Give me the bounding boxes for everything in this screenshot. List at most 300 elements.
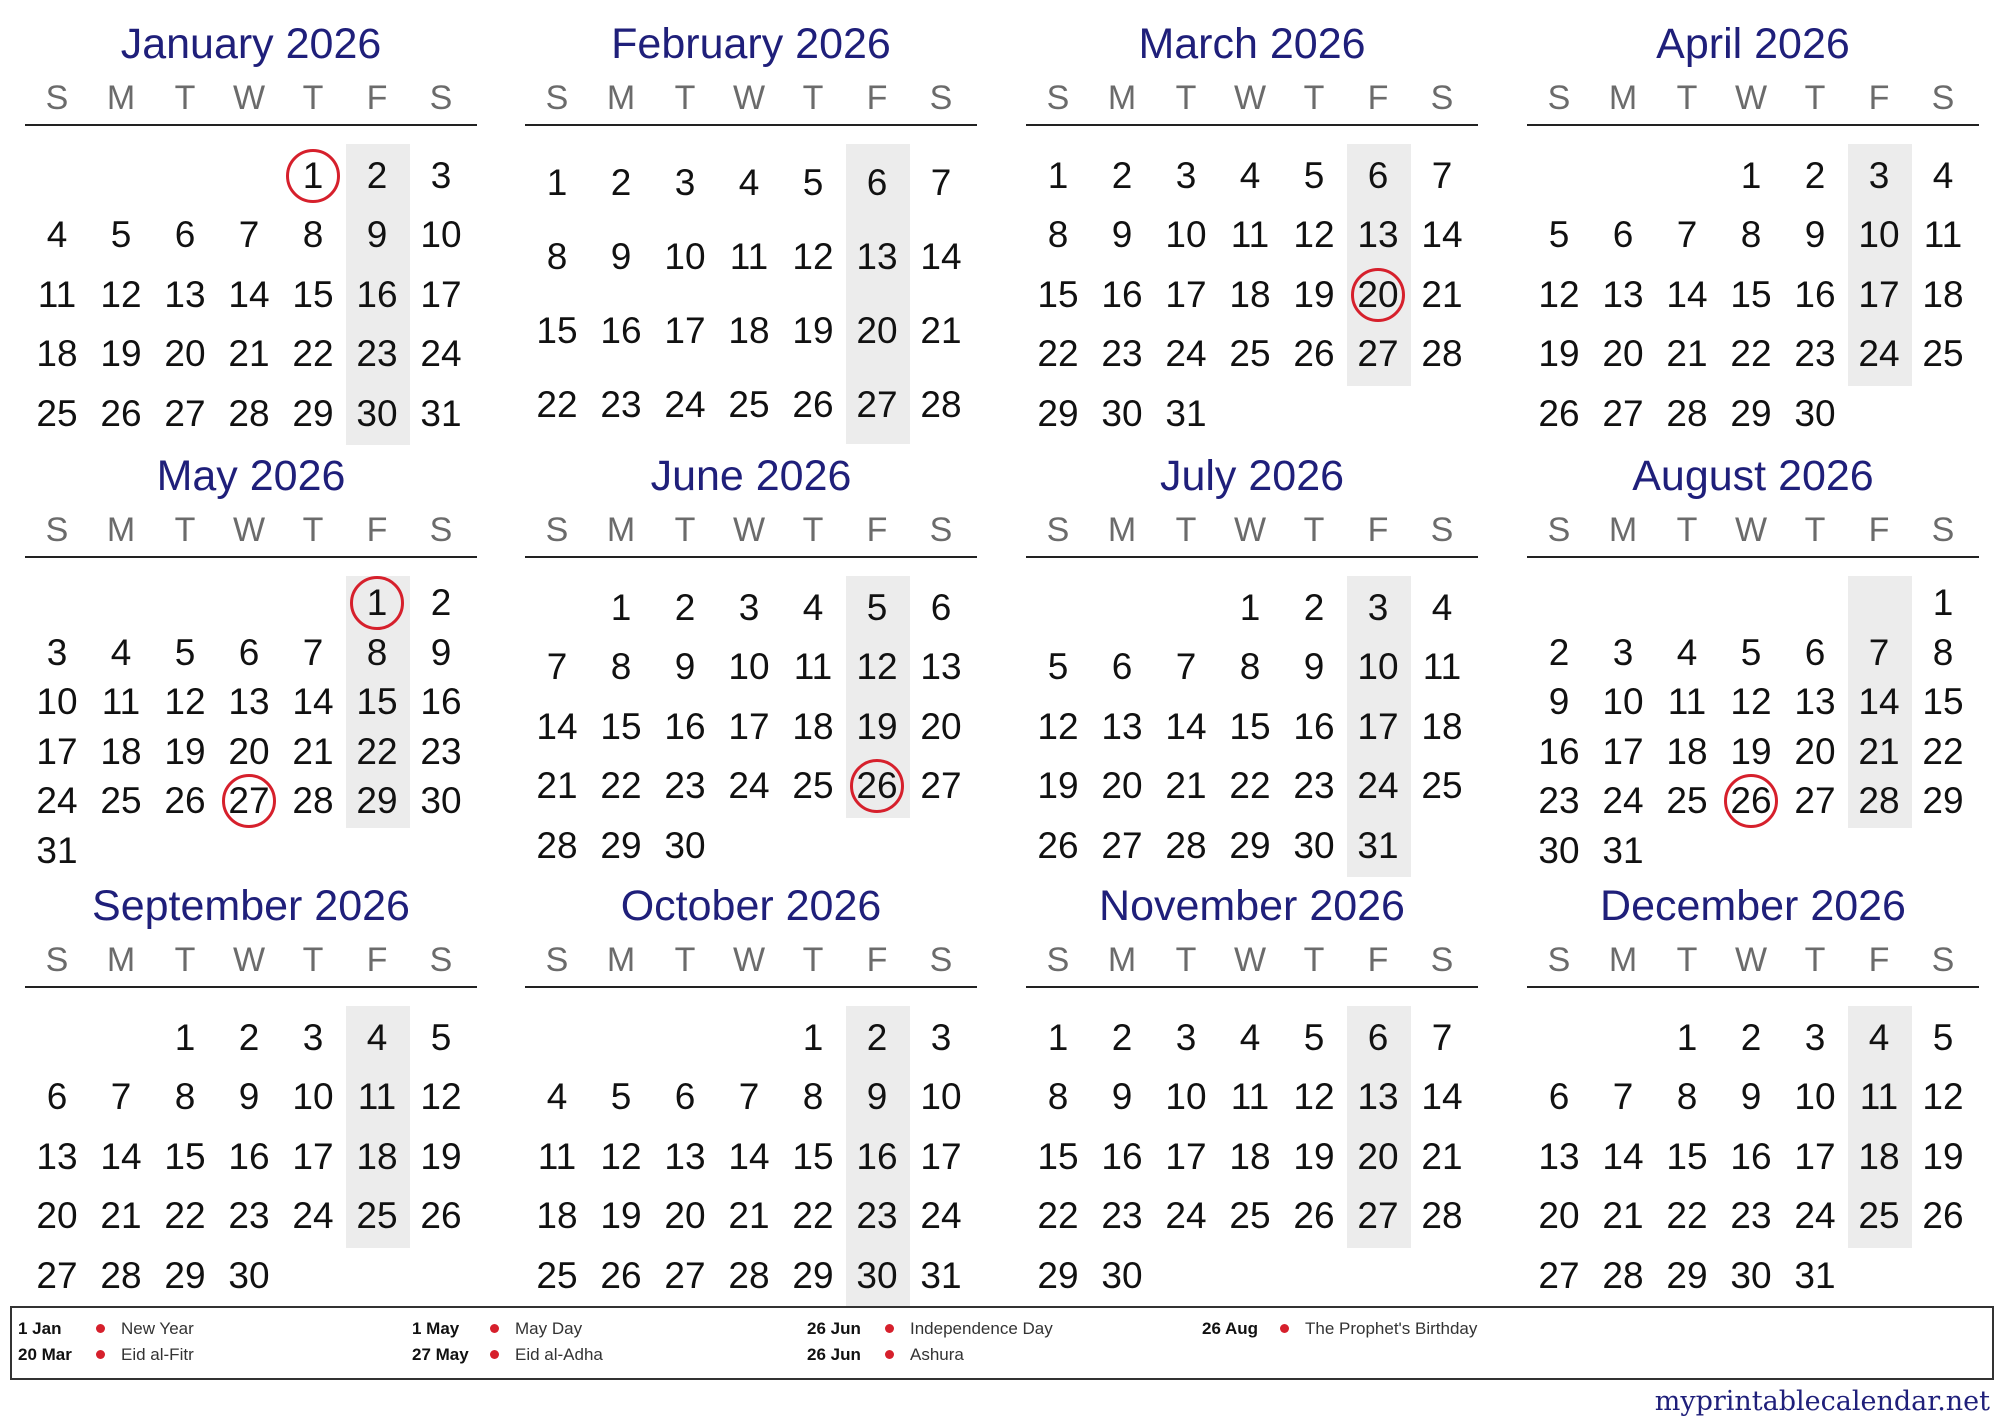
weekday-header xyxy=(525,504,977,558)
calendar-day: 20 xyxy=(1538,1195,1580,1237)
weekday-label: T xyxy=(174,941,196,979)
calendar-day: 5 xyxy=(174,631,196,673)
calendar-day: 6 xyxy=(1804,631,1826,673)
weekday-label: F xyxy=(1868,79,1890,117)
legend-holiday-name: New Year xyxy=(121,1319,194,1338)
weekday-label: S xyxy=(1046,511,1070,549)
calendar-day: 21 xyxy=(920,310,962,352)
weekday-label: W xyxy=(732,941,766,979)
weekday-label: S xyxy=(929,941,953,979)
calendar-day: 31 xyxy=(920,1254,962,1296)
calendar-day: 15 xyxy=(1037,1135,1079,1177)
legend-date: 1 Jan xyxy=(18,1319,62,1338)
calendar-day: 23 xyxy=(228,1195,270,1237)
calendar-day: 20 xyxy=(1602,333,1644,375)
calendar-day: 18 xyxy=(1229,1135,1271,1177)
calendar-day: 19 xyxy=(1037,765,1079,807)
month-title: November 2026 xyxy=(1099,882,1405,930)
calendar-day: 28 xyxy=(728,1254,770,1296)
weekday-label: S xyxy=(1046,79,1070,117)
calendar-day: 17 xyxy=(1858,273,1900,315)
calendar-day: 4 xyxy=(46,214,68,256)
calendar-day: 20 xyxy=(856,310,898,352)
calendar-day: 1 xyxy=(1676,1017,1698,1058)
weekday-label: T xyxy=(1804,79,1826,117)
calendar-day: 14 xyxy=(1666,273,1708,315)
month-title: June 2026 xyxy=(650,452,852,500)
calendar-day: 18 xyxy=(356,1135,398,1177)
calendar-day: 2 xyxy=(1548,631,1570,673)
weekday-label: M xyxy=(606,511,636,549)
calendar-day: 21 xyxy=(1602,1195,1644,1237)
calendar-day: 3 xyxy=(738,587,760,628)
weekday-header xyxy=(1026,504,1478,558)
calendar-day: 14 xyxy=(1602,1135,1644,1177)
weekday-header xyxy=(1527,934,1979,988)
calendar-day: 17 xyxy=(292,1135,334,1177)
calendar-day: 5 xyxy=(1932,1017,1954,1058)
calendar-day: 16 xyxy=(1293,705,1335,747)
calendar-day: 19 xyxy=(1293,273,1335,315)
calendar-day: 28 xyxy=(292,780,334,822)
weekday-label: W xyxy=(1734,941,1768,979)
calendar-day: 8 xyxy=(610,646,632,688)
weekday-label: T xyxy=(1175,511,1197,549)
calendar-day: 17 xyxy=(1357,705,1399,747)
weekday-label: F xyxy=(866,941,888,979)
weekday-label: S xyxy=(1430,511,1454,549)
weekday-label: S xyxy=(929,79,953,117)
calendar-day: 24 xyxy=(1165,333,1207,375)
calendar-day: 22 xyxy=(356,730,398,772)
calendar-day: 13 xyxy=(1794,681,1836,723)
calendar-day: 3 xyxy=(46,631,68,673)
calendar-day: 23 xyxy=(664,765,706,807)
weekday-label: S xyxy=(45,511,69,549)
calendar-day: 4 xyxy=(802,587,824,628)
calendar-day: 28 xyxy=(536,824,578,866)
calendar-day: 28 xyxy=(228,392,270,434)
weekday-label: M xyxy=(606,941,636,979)
calendar-day: 21 xyxy=(228,333,270,375)
calendar-day: 22 xyxy=(1730,333,1772,375)
calendar-day: 5 xyxy=(1303,1017,1325,1058)
calendar-day: 29 xyxy=(164,1254,206,1296)
weekday-label: S xyxy=(1547,79,1571,117)
calendar-day: 21 xyxy=(1858,730,1900,772)
holiday-date: 26 xyxy=(845,756,909,815)
calendar-day: 24 xyxy=(292,1195,334,1237)
legend-holiday-name: May Day xyxy=(515,1319,583,1338)
calendar-day: 23 xyxy=(1101,1195,1143,1237)
calendar-day: 21 xyxy=(292,730,334,772)
calendar-day: 7 xyxy=(1612,1076,1634,1118)
calendar-day: 30 xyxy=(856,1254,898,1296)
calendar-day: 21 xyxy=(1421,273,1463,315)
calendar-day: 26 xyxy=(600,1254,642,1296)
weekday-label: M xyxy=(106,941,136,979)
calendar-day: 13 xyxy=(920,646,962,688)
calendar-day: 2 xyxy=(1804,155,1826,196)
calendar-day: 4 xyxy=(1676,631,1698,673)
calendar-day: 7 xyxy=(1868,631,1890,673)
calendar-day: 11 xyxy=(1422,646,1462,688)
calendar-day: 14 xyxy=(1421,214,1463,256)
weekday-label: T xyxy=(674,511,696,549)
calendar-day: 15 xyxy=(1229,705,1271,747)
calendar-day: 8 xyxy=(302,214,324,256)
calendar-day: 18 xyxy=(1229,273,1271,315)
calendar-day: 17 xyxy=(420,273,462,315)
calendar-day: 8 xyxy=(1932,631,1954,673)
calendar-day: 17 xyxy=(1165,273,1207,315)
month-october xyxy=(525,876,977,1296)
calendar-day: 3 xyxy=(1175,1017,1197,1058)
calendar-day: 14 xyxy=(536,705,578,747)
weekday-label: F xyxy=(1868,511,1890,549)
calendar-day: 11 xyxy=(793,646,833,688)
calendar-day: 7 xyxy=(930,162,952,203)
calendar-day: 8 xyxy=(1740,214,1762,256)
calendar-day: 10 xyxy=(1602,681,1644,723)
month-title: March 2026 xyxy=(1138,20,1366,68)
month-august xyxy=(1527,446,1979,871)
weekday-label: M xyxy=(606,79,636,117)
weekday-header xyxy=(525,934,977,988)
calendar-day: 6 xyxy=(866,162,888,203)
calendar-day: 17 xyxy=(728,705,770,747)
calendar-day: 3 xyxy=(674,162,696,203)
calendar-day: 29 xyxy=(356,780,398,822)
calendar-day: 23 xyxy=(420,730,462,772)
calendar-day: 8 xyxy=(1047,1076,1069,1118)
calendar-day: 4 xyxy=(1431,587,1453,628)
legend-item xyxy=(412,1316,603,1342)
calendar-day: 8 xyxy=(366,631,388,673)
weekday-header xyxy=(1527,72,1979,126)
legend-item xyxy=(412,1342,603,1368)
calendar-day: 11 xyxy=(1230,1076,1270,1118)
calendar-day: 19 xyxy=(856,705,898,747)
calendar-day: 13 xyxy=(228,681,270,723)
calendar-day: 11 xyxy=(357,1076,397,1118)
calendar-day: 22 xyxy=(1037,1195,1079,1237)
calendar-day: 27 xyxy=(664,1254,706,1296)
holiday-date: 26 xyxy=(1719,776,1783,826)
weekday-label: S xyxy=(45,79,69,117)
weekday-label: F xyxy=(866,511,888,549)
weekday-label: S xyxy=(545,941,569,979)
calendar-day: 14 xyxy=(100,1135,142,1177)
calendar-day: 26 xyxy=(100,392,142,434)
calendar-day: 20 xyxy=(664,1195,706,1237)
calendar-day: 18 xyxy=(1922,273,1964,315)
calendar-day: 24 xyxy=(1794,1195,1836,1237)
calendar-day: 27 xyxy=(1538,1254,1580,1296)
calendar-day: 1 xyxy=(610,587,632,628)
calendar-day: 16 xyxy=(664,705,706,747)
calendar-day: 21 xyxy=(536,765,578,807)
legend-item xyxy=(1202,1316,1477,1342)
calendar-day: 28 xyxy=(1421,1195,1463,1237)
calendar-day: 16 xyxy=(228,1135,270,1177)
calendar-day: 12 xyxy=(100,273,142,315)
weekday-label: W xyxy=(1734,79,1768,117)
calendar-day: 10 xyxy=(420,214,462,256)
weekday-label: F xyxy=(1367,511,1389,549)
calendar-day: 13 xyxy=(856,236,898,278)
legend-holiday-name: Eid al-Adha xyxy=(515,1345,603,1364)
calendar-day: 10 xyxy=(920,1076,962,1118)
calendar-day: 6 xyxy=(1367,155,1389,196)
month-april xyxy=(1527,14,1979,434)
calendar-day: 4 xyxy=(1239,155,1261,196)
calendar-day: 27 xyxy=(36,1254,78,1296)
calendar-day: 18 xyxy=(1421,705,1463,747)
calendar-day: 3 xyxy=(930,1017,952,1058)
calendar-day: 12 xyxy=(420,1076,462,1118)
weekday-label: T xyxy=(1303,79,1325,117)
calendar-day: 21 xyxy=(728,1195,770,1237)
calendar-day: 7 xyxy=(238,214,260,256)
calendar-day: 30 xyxy=(1730,1254,1772,1296)
bullet-dot-icon xyxy=(885,1324,894,1333)
calendar-day: 17 xyxy=(664,310,706,352)
weekday-label: T xyxy=(1676,941,1698,979)
calendar-day: 7 xyxy=(546,646,568,688)
weekday-label: T xyxy=(1676,79,1698,117)
calendar-day: 12 xyxy=(600,1135,642,1177)
legend-date: 26 Jun xyxy=(807,1319,861,1338)
weekday-label: S xyxy=(45,941,69,979)
calendar-day: 19 xyxy=(1538,333,1580,375)
calendar-day: 1 xyxy=(1740,155,1762,196)
holiday-legend xyxy=(10,1306,1994,1380)
calendar-day: 31 xyxy=(1357,824,1399,866)
calendar-day: 24 xyxy=(728,765,770,807)
calendar-day: 13 xyxy=(664,1135,706,1177)
calendar-day: 14 xyxy=(728,1135,770,1177)
calendar-day: 3 xyxy=(302,1017,324,1058)
calendar-day: 25 xyxy=(728,384,770,426)
weekday-label: S xyxy=(1547,941,1571,979)
calendar-day: 9 xyxy=(1111,1076,1133,1118)
calendar-day: 16 xyxy=(1794,273,1836,315)
calendar-day: 4 xyxy=(546,1076,568,1118)
calendar-day: 11 xyxy=(101,681,141,723)
calendar-day: 25 xyxy=(1421,765,1463,807)
weekday-label: W xyxy=(232,511,266,549)
calendar-day: 23 xyxy=(1101,333,1143,375)
calendar-day: 13 xyxy=(1357,214,1399,256)
calendar-day: 19 xyxy=(1293,1135,1335,1177)
month-title: October 2026 xyxy=(620,882,882,930)
calendar-day: 27 xyxy=(856,384,898,426)
calendar-day: 20 xyxy=(36,1195,78,1237)
calendar-day: 22 xyxy=(600,765,642,807)
calendar-day: 4 xyxy=(1868,1017,1890,1058)
calendar-day: 20 xyxy=(1357,1135,1399,1177)
calendar-day: 9 xyxy=(866,1076,888,1118)
weekday-label: W xyxy=(732,511,766,549)
calendar-day: 25 xyxy=(1858,1195,1900,1237)
calendar-day: 15 xyxy=(600,705,642,747)
month-title: September 2026 xyxy=(92,882,410,930)
calendar-day: 6 xyxy=(1548,1076,1570,1118)
calendar-day: 16 xyxy=(856,1135,898,1177)
calendar-day: 11 xyxy=(537,1135,577,1177)
calendar-day: 11 xyxy=(1859,1076,1899,1118)
calendar-day: 8 xyxy=(1676,1076,1698,1118)
calendar-day: 28 xyxy=(1666,392,1708,434)
calendar-day: 9 xyxy=(1303,646,1325,688)
calendar-day: 29 xyxy=(1229,824,1271,866)
calendar-day: 19 xyxy=(1730,730,1772,772)
calendar-day: 10 xyxy=(664,236,706,278)
weekday-label: S xyxy=(429,941,453,979)
calendar-day: 5 xyxy=(610,1076,632,1118)
month-title: August 2026 xyxy=(1632,452,1874,500)
calendar-day: 12 xyxy=(1922,1076,1964,1118)
calendar-day: 26 xyxy=(1293,333,1335,375)
calendar-day: 15 xyxy=(1922,681,1964,723)
calendar-day: 27 xyxy=(1602,392,1644,434)
calendar-day: 21 xyxy=(100,1195,142,1237)
bullet-dot-icon xyxy=(96,1324,105,1333)
calendar-day: 22 xyxy=(792,1195,834,1237)
legend-holiday-name: Eid al-Fitr xyxy=(121,1345,194,1364)
calendar-day: 30 xyxy=(356,392,398,434)
weekday-label: M xyxy=(1107,511,1137,549)
calendar-day: 4 xyxy=(366,1017,388,1058)
calendar-day: 24 xyxy=(36,780,78,822)
calendar-day: 6 xyxy=(1367,1017,1389,1058)
weekday-label: T xyxy=(174,511,196,549)
calendar-day: 8 xyxy=(1239,646,1261,688)
calendar-day: 1 xyxy=(1047,1017,1069,1058)
calendar-day: 29 xyxy=(1666,1254,1708,1296)
calendar-day: 23 xyxy=(356,333,398,375)
legend-item xyxy=(18,1316,194,1342)
weekday-header xyxy=(525,72,977,126)
calendar-day: 21 xyxy=(1165,765,1207,807)
calendar-day: 10 xyxy=(1165,214,1207,256)
calendar-day: 17 xyxy=(1794,1135,1836,1177)
weekday-label: S xyxy=(1931,79,1955,117)
calendar-day: 26 xyxy=(1922,1195,1964,1237)
calendar-day: 3 xyxy=(430,155,452,196)
calendar-day: 29 xyxy=(1037,1254,1079,1296)
calendar-day: 29 xyxy=(1037,392,1079,434)
calendar-day: 28 xyxy=(1165,824,1207,866)
calendar-day: 24 xyxy=(920,1195,962,1237)
calendar-day: 4 xyxy=(738,162,760,203)
calendar-day: 9 xyxy=(1804,214,1826,256)
calendar-day: 9 xyxy=(1740,1076,1762,1118)
calendar-day: 24 xyxy=(1165,1195,1207,1237)
calendar-day: 30 xyxy=(1293,824,1335,866)
calendar-day: 3 xyxy=(1175,155,1197,196)
calendar-day: 2 xyxy=(1111,155,1133,196)
weekday-label: S xyxy=(1931,511,1955,549)
calendar-day: 25 xyxy=(356,1195,398,1237)
calendar-day: 27 xyxy=(1357,1195,1399,1237)
weekday-label: W xyxy=(1233,79,1267,117)
calendar-day: 30 xyxy=(664,824,706,866)
calendar-day: 1 xyxy=(1047,155,1069,196)
calendar-day: 9 xyxy=(674,646,696,688)
calendar-day: 15 xyxy=(1037,273,1079,315)
calendar-day: 13 xyxy=(1602,273,1644,315)
calendar-day: 22 xyxy=(1229,765,1271,807)
legend-holiday-name: The Prophet's Birthday xyxy=(1305,1319,1478,1338)
legend-item xyxy=(807,1316,1053,1342)
calendar-day: 2 xyxy=(430,582,452,623)
calendar-day: 12 xyxy=(856,646,898,688)
legend-group xyxy=(807,1316,1053,1368)
calendar-day: 10 xyxy=(292,1076,334,1118)
calendar-day: 8 xyxy=(1047,214,1069,256)
holiday-date: 1 xyxy=(345,578,409,628)
calendar-day: 14 xyxy=(920,236,962,278)
month-title: December 2026 xyxy=(1600,882,1906,930)
calendar-day: 19 xyxy=(792,310,834,352)
calendar-day: 23 xyxy=(1730,1195,1772,1237)
weekday-label: W xyxy=(1734,511,1768,549)
weekday-label: M xyxy=(1608,941,1638,979)
weekday-label: T xyxy=(302,941,324,979)
calendar-day: 8 xyxy=(174,1076,196,1118)
calendar-day: 13 xyxy=(36,1135,78,1177)
calendar-day: 16 xyxy=(1538,730,1580,772)
weekday-label: T xyxy=(674,941,696,979)
calendar-day: 18 xyxy=(36,333,78,375)
calendar-day: 5 xyxy=(802,162,824,203)
calendar-day: 23 xyxy=(600,384,642,426)
calendar-day: 7 xyxy=(1676,214,1698,256)
weekday-label: S xyxy=(929,511,953,549)
weekday-header xyxy=(1026,934,1478,988)
calendar-day: 26 xyxy=(420,1195,462,1237)
weekday-label: T xyxy=(302,79,324,117)
calendar-day: 5 xyxy=(1548,214,1570,256)
calendar-day: 21 xyxy=(1666,333,1708,375)
weekday-label: M xyxy=(1608,511,1638,549)
calendar-day: 22 xyxy=(292,333,334,375)
calendar-day: 9 xyxy=(238,1076,260,1118)
weekday-label: S xyxy=(1430,941,1454,979)
calendar-day: 14 xyxy=(292,681,334,723)
calendar-day: 25 xyxy=(36,392,78,434)
weekday-label: S xyxy=(1547,511,1571,549)
bullet-dot-icon xyxy=(885,1350,894,1359)
calendar-day: 8 xyxy=(546,236,568,278)
weekday-header xyxy=(1527,504,1979,558)
calendar-day: 13 xyxy=(1101,705,1143,747)
calendar-day: 21 xyxy=(1421,1135,1463,1177)
site-footer[interactable]: myprintablecalendar.net xyxy=(1654,1386,1990,1417)
calendar-day: 14 xyxy=(228,273,270,315)
calendar-day: 7 xyxy=(302,631,324,673)
weekday-label: W xyxy=(1233,941,1267,979)
calendar-day: 15 xyxy=(164,1135,206,1177)
calendar-day: 10 xyxy=(1357,646,1399,688)
calendar-day: 9 xyxy=(430,631,452,673)
weekday-label: S xyxy=(545,511,569,549)
calendar-day: 19 xyxy=(1922,1135,1964,1177)
bullet-dot-icon xyxy=(490,1350,499,1359)
calendar-day: 23 xyxy=(1538,780,1580,822)
